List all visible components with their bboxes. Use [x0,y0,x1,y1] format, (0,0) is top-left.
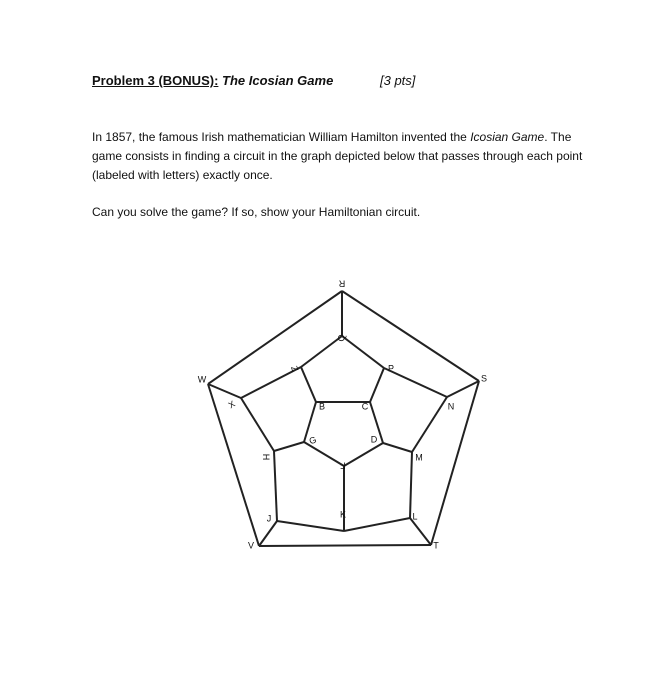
edge-Q-P [342,336,384,368]
vertex-label-r: R [338,278,346,289]
vertex-label-x: X [226,398,237,411]
vertex-label-d: D [370,434,378,445]
problem-points: [3 pts] [380,73,416,88]
edge-L-K [344,518,410,531]
question-paragraph: Can you solve the game? If so, show your Hamiltonian circuit. [92,205,421,219]
vertex-label-h: H [261,453,272,461]
vertex-label-v: V [247,540,255,551]
edge-T-V [259,545,431,546]
edge-D-F [344,443,383,466]
vertex-label-s: S [480,373,488,384]
vertex-label-q: Q [336,334,347,342]
edge-M-D [383,443,412,452]
vertex-label-n: N [447,401,455,412]
edge-S-T [431,381,479,545]
intro-text-after: . The game consists in finding a circuit in the graph depicted below that passes through each point (labeled with letters) exactly once. [92,130,583,182]
vertex-label-j: J [266,513,272,524]
graph-edges [208,291,479,546]
edge-K-J [277,521,344,531]
vertex-label-t: T [433,540,439,551]
vertex-label-w: W [197,374,207,385]
edge-H-G [274,442,304,451]
edge-V-J [259,521,277,546]
edge-P-C [370,368,384,402]
problem-title: The Icosian Game [222,73,334,88]
edge-H-X [241,398,274,451]
vertex-label-f: F [340,460,346,471]
game-name: Icosian Game [470,130,545,144]
edge-R-S [342,291,479,381]
problem-number: Problem 3 (BONUS): [92,73,219,88]
edge-N-M [412,397,447,452]
edge-W-X [208,384,241,398]
edge-M-L [410,452,412,518]
edge-W-R [208,291,342,384]
vertex-label-p: P [387,363,395,374]
edge-Z-B [301,367,316,402]
vertex-label-b: B [318,401,326,412]
vertex-label-c: C [361,401,369,412]
vertex-label-m: M [415,452,423,463]
intro-text-before: In 1857, the famous Irish mathematician William Hamilton invented the [92,130,471,144]
vertex-label-k: K [339,509,347,520]
vertex-label-l: L [412,511,418,522]
vertex-label-z: Z [288,364,301,374]
vertex-label-g: G [307,434,318,447]
edge-J-H [274,451,277,521]
edge-T-L [410,518,431,545]
